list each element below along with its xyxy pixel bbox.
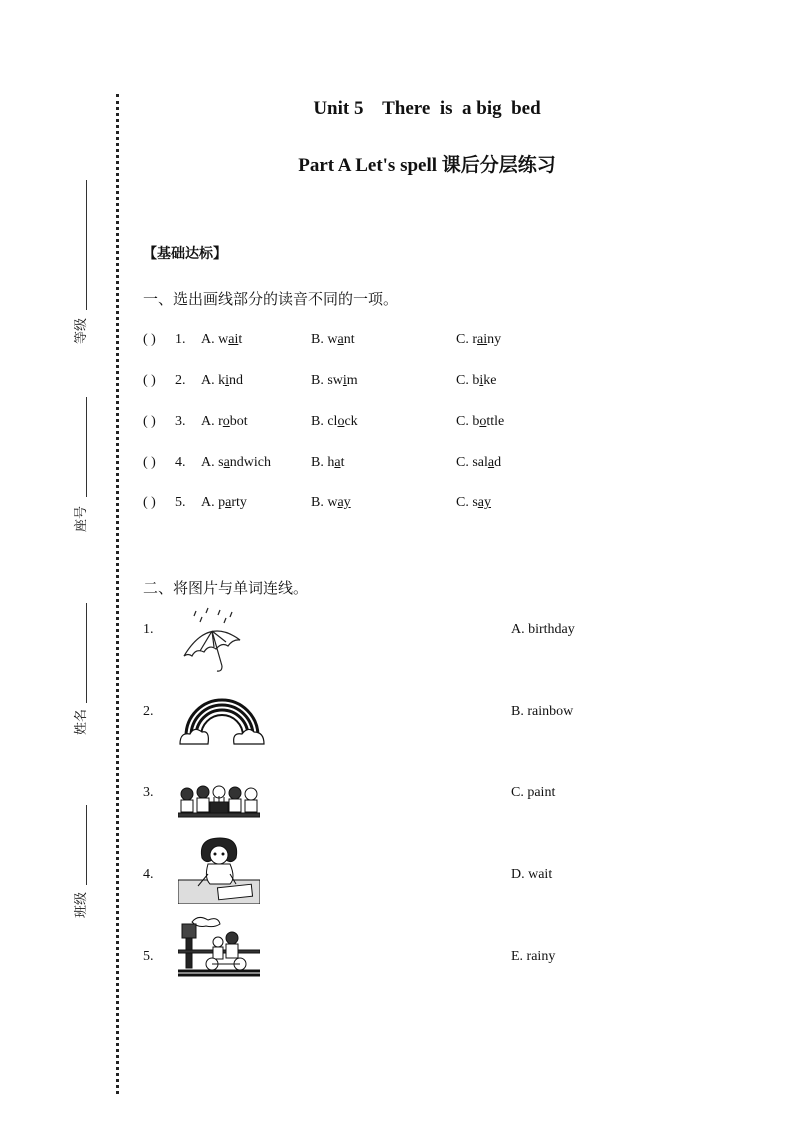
word-prefix: sw bbox=[327, 373, 343, 388]
option-label: A. bbox=[201, 455, 215, 470]
word-prefix: h bbox=[327, 455, 335, 470]
word-prefix: r bbox=[218, 414, 223, 429]
option-label: B. bbox=[311, 455, 324, 470]
word-suffix: ttle bbox=[486, 414, 505, 429]
question-number: 4. bbox=[175, 455, 186, 470]
option-a bbox=[201, 495, 247, 511]
underlined-letters: a bbox=[223, 455, 230, 470]
option-label: B. bbox=[311, 373, 324, 388]
worksheet-subtitle: Part A Let's spell 课后分层练习 bbox=[298, 155, 556, 176]
section2-heading: 二、将图片与单词连线。 bbox=[143, 579, 309, 597]
underlined-letters: i bbox=[479, 373, 484, 388]
seat-label: 座号 bbox=[74, 505, 89, 532]
worksheet-title: Unit 5 There is a big bed bbox=[313, 98, 541, 119]
word-prefix: k bbox=[218, 373, 226, 388]
match-word-birthday[interactable]: A. birthday bbox=[511, 622, 575, 637]
birthday-party-picture[interactable] bbox=[178, 780, 260, 820]
rainbow-picture[interactable] bbox=[178, 694, 266, 746]
word-prefix: sal bbox=[472, 455, 488, 470]
match-number-4: 4. bbox=[143, 867, 154, 882]
question-row-4 bbox=[143, 455, 703, 475]
word-suffix: ny bbox=[487, 332, 502, 347]
question-number: 3. bbox=[175, 414, 186, 429]
girl-painting-picture[interactable] bbox=[178, 834, 260, 904]
word-suffix: rty bbox=[231, 495, 247, 510]
match-number-1: 1. bbox=[143, 622, 154, 637]
option-a bbox=[201, 414, 248, 430]
word-prefix: w bbox=[218, 332, 229, 347]
class-blank-line bbox=[86, 805, 87, 885]
word-prefix: w bbox=[327, 332, 338, 347]
option-c bbox=[456, 414, 504, 430]
underlined-letters: a bbox=[334, 455, 341, 470]
underlined-letters: a bbox=[337, 332, 344, 347]
option-c bbox=[456, 495, 491, 511]
word-suffix: m bbox=[346, 373, 358, 388]
option-a bbox=[201, 455, 271, 471]
option-label: C. bbox=[456, 495, 469, 510]
binding-dotted-line bbox=[116, 94, 119, 1094]
option-label: A. bbox=[201, 373, 215, 388]
answer-paren[interactable]: ( ) bbox=[143, 414, 156, 429]
underlined-letters: ai bbox=[477, 332, 488, 347]
question-row-3 bbox=[143, 414, 703, 434]
option-b bbox=[311, 495, 351, 511]
match-number-2: 2. bbox=[143, 704, 154, 719]
answer-paren[interactable]: ( ) bbox=[143, 332, 156, 347]
option-a bbox=[201, 373, 243, 389]
option-c bbox=[456, 455, 501, 471]
grade-label: 等级 bbox=[74, 317, 89, 344]
match-number-3: 3. bbox=[143, 785, 154, 800]
level-tag: 【基础达标】 bbox=[143, 246, 227, 262]
option-label: C. bbox=[456, 373, 469, 388]
match-word-rainy[interactable]: E. rainy bbox=[511, 949, 556, 964]
underlined-letters: i bbox=[342, 373, 347, 388]
question-row-1 bbox=[143, 332, 703, 352]
option-label: B. bbox=[311, 414, 324, 429]
option-label: C. bbox=[456, 414, 469, 429]
answer-paren[interactable]: ( ) bbox=[143, 373, 156, 388]
question-number: 1. bbox=[175, 332, 186, 347]
underlined-letters: a bbox=[487, 455, 495, 470]
answer-paren[interactable]: ( ) bbox=[143, 495, 156, 510]
option-a bbox=[201, 332, 242, 348]
word-suffix: ke bbox=[483, 373, 497, 388]
name-blank-line bbox=[86, 603, 87, 703]
word-suffix: d bbox=[494, 455, 502, 470]
word-suffix: ndwich bbox=[229, 455, 272, 470]
underlined-letters: ay bbox=[337, 495, 351, 510]
word-prefix: p bbox=[218, 495, 226, 510]
option-label: B. bbox=[311, 332, 324, 347]
match-word-rainbow[interactable]: B. rainbow bbox=[511, 704, 574, 719]
option-b bbox=[311, 455, 344, 471]
option-label: A. bbox=[201, 414, 215, 429]
word-prefix: b bbox=[472, 373, 480, 388]
match-word-paint[interactable]: C. paint bbox=[511, 785, 556, 800]
word-suffix: nt bbox=[343, 332, 355, 347]
word-suffix: t bbox=[340, 455, 345, 470]
class-label: 班级 bbox=[74, 891, 89, 918]
question-row-5 bbox=[143, 495, 703, 515]
grade-blank-line bbox=[86, 180, 87, 310]
umbrella-rain-picture[interactable] bbox=[178, 606, 248, 676]
word-suffix: t bbox=[238, 332, 243, 347]
word-prefix: cl bbox=[327, 414, 338, 429]
option-b bbox=[311, 414, 358, 430]
option-label: A. bbox=[201, 332, 215, 347]
word-suffix: ck bbox=[344, 414, 358, 429]
section1-heading: 一、选出画线部分的读音不同的一项。 bbox=[143, 290, 399, 308]
underlined-letters: a bbox=[225, 495, 232, 510]
word-prefix: r bbox=[472, 332, 478, 347]
word-prefix: w bbox=[327, 495, 338, 510]
option-label: A. bbox=[201, 495, 215, 510]
option-c bbox=[456, 373, 496, 389]
question-number: 2. bbox=[175, 373, 186, 388]
match-number-5: 5. bbox=[143, 949, 154, 964]
answer-paren[interactable]: ( ) bbox=[143, 455, 156, 470]
option-label: B. bbox=[311, 495, 324, 510]
underlined-letters: o bbox=[222, 414, 230, 429]
option-c bbox=[456, 332, 501, 348]
question-row-2 bbox=[143, 373, 703, 393]
word-prefix: b bbox=[472, 414, 480, 429]
underlined-letters: o bbox=[337, 414, 345, 429]
word-prefix: s bbox=[472, 495, 478, 510]
option-b bbox=[311, 373, 358, 389]
underlined-letters: ai bbox=[228, 332, 239, 347]
word-suffix: nd bbox=[229, 373, 244, 388]
word-prefix: s bbox=[218, 455, 224, 470]
option-label: C. bbox=[456, 455, 469, 470]
word-suffix: bot bbox=[229, 414, 248, 429]
question-number: 5. bbox=[175, 495, 186, 510]
kids-waiting-at-crossing-picture[interactable] bbox=[178, 914, 260, 978]
name-label: 姓名 bbox=[74, 708, 89, 735]
match-word-wait[interactable]: D. wait bbox=[511, 867, 553, 882]
underlined-letters: ay bbox=[477, 495, 492, 510]
underlined-letters: i bbox=[225, 373, 230, 388]
underlined-letters: o bbox=[479, 414, 487, 429]
option-b bbox=[311, 332, 355, 348]
option-label: C. bbox=[456, 332, 469, 347]
seat-blank-line bbox=[86, 397, 87, 497]
